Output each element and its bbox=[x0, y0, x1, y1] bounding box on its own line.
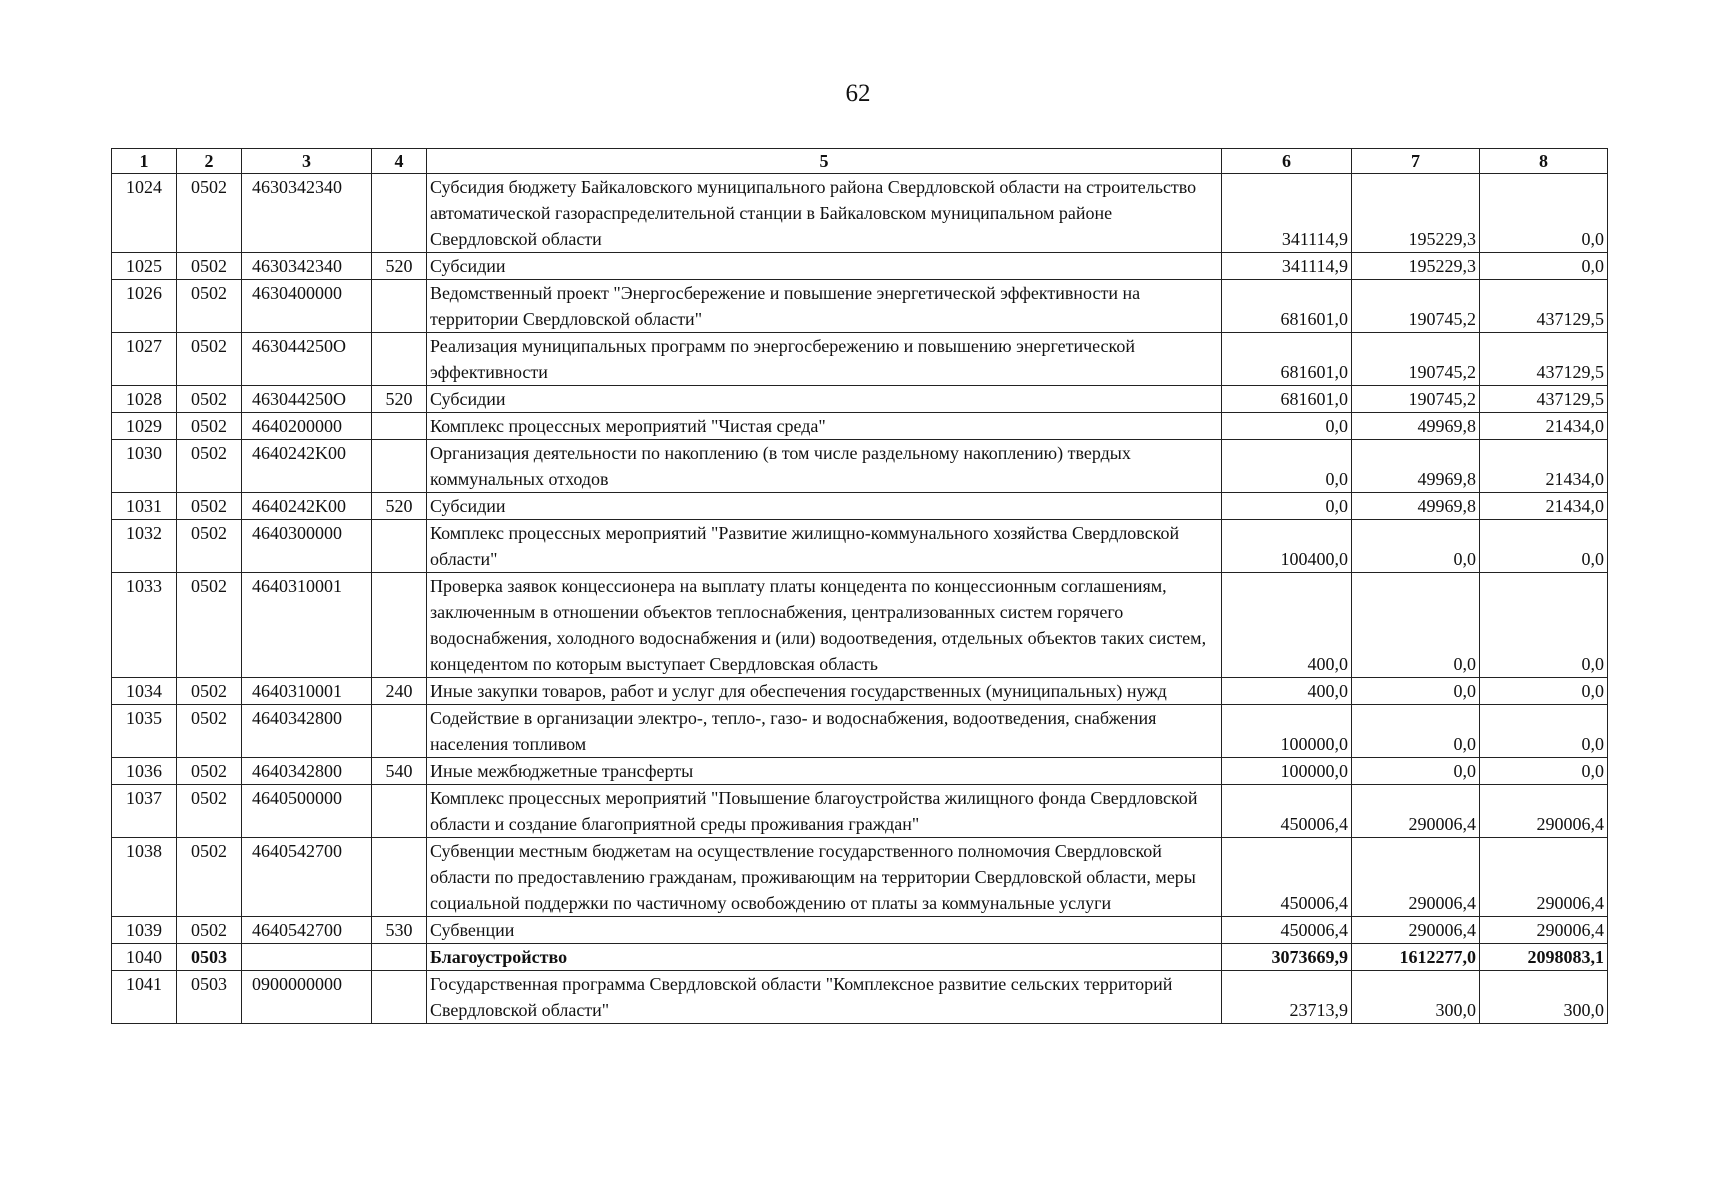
amount-col-8: 290006,4 bbox=[1480, 838, 1608, 917]
target-article-code: 4640342800 bbox=[242, 705, 372, 758]
target-article-code bbox=[242, 944, 372, 971]
header-col-7: 7 bbox=[1352, 149, 1480, 174]
amount-col-8: 0,0 bbox=[1480, 705, 1608, 758]
section-code: 0502 bbox=[177, 838, 242, 917]
amount-col-8: 437129,5 bbox=[1480, 333, 1608, 386]
amount-col-6: 100400,0 bbox=[1222, 520, 1352, 573]
expense-type-code bbox=[372, 280, 427, 333]
expense-type-code bbox=[372, 333, 427, 386]
table-row bbox=[112, 174, 1608, 253]
table-row bbox=[112, 705, 1608, 758]
row-number: 1026 bbox=[112, 280, 177, 333]
amount-col-8: 21434,0 bbox=[1480, 493, 1608, 520]
amount-col-8: 0,0 bbox=[1480, 520, 1608, 573]
row-number: 1025 bbox=[112, 253, 177, 280]
amount-col-8: 21434,0 bbox=[1480, 440, 1608, 493]
amount-col-7: 0,0 bbox=[1352, 573, 1480, 678]
section-code: 0502 bbox=[177, 758, 242, 785]
item-name: Субсидии bbox=[427, 493, 1222, 520]
target-article-code: 4630400000 bbox=[242, 280, 372, 333]
amount-col-6: 3073669,9 bbox=[1222, 944, 1352, 971]
expense-type-code bbox=[372, 944, 427, 971]
item-name: Комплекс процессных мероприятий "Развитие жилищно-коммунального хозяйства Свердловской области" bbox=[427, 520, 1222, 573]
section-code: 0502 bbox=[177, 386, 242, 413]
page-number: 62 bbox=[845, 80, 871, 107]
amount-col-6: 100000,0 bbox=[1222, 705, 1352, 758]
section-code: 0502 bbox=[177, 280, 242, 333]
amount-col-6: 681601,0 bbox=[1222, 280, 1352, 333]
table-row bbox=[112, 280, 1608, 333]
amount-col-8: 437129,5 bbox=[1480, 280, 1608, 333]
section-code: 0502 bbox=[177, 705, 242, 758]
row-number: 1034 bbox=[112, 678, 177, 705]
expense-type-code bbox=[372, 971, 427, 1024]
amount-col-8: 437129,5 bbox=[1480, 386, 1608, 413]
row-number: 1024 bbox=[112, 174, 177, 253]
expense-type-code: 530 bbox=[372, 917, 427, 944]
table-row bbox=[112, 785, 1608, 838]
amount-col-8: 0,0 bbox=[1480, 253, 1608, 280]
header-col-5: 5 bbox=[427, 149, 1222, 174]
table-row bbox=[112, 440, 1608, 493]
amount-col-6: 0,0 bbox=[1222, 493, 1352, 520]
section-code: 0502 bbox=[177, 493, 242, 520]
header-col-8: 8 bbox=[1480, 149, 1608, 174]
amount-col-6: 450006,4 bbox=[1222, 838, 1352, 917]
target-article-code: 4640200000 bbox=[242, 413, 372, 440]
target-article-code: 4640542700 bbox=[242, 917, 372, 944]
expense-type-code bbox=[372, 520, 427, 573]
table-header-row bbox=[112, 149, 1608, 174]
amount-col-6: 100000,0 bbox=[1222, 758, 1352, 785]
amount-col-7: 1612277,0 bbox=[1352, 944, 1480, 971]
row-number: 1031 bbox=[112, 493, 177, 520]
item-name: Иные межбюджетные трансферты bbox=[427, 758, 1222, 785]
target-article-code: 4640500000 bbox=[242, 785, 372, 838]
amount-col-7: 0,0 bbox=[1352, 758, 1480, 785]
row-number: 1030 bbox=[112, 440, 177, 493]
amount-col-8: 0,0 bbox=[1480, 678, 1608, 705]
table-row bbox=[112, 573, 1608, 678]
expense-type-code: 240 bbox=[372, 678, 427, 705]
expense-type-code bbox=[372, 785, 427, 838]
amount-col-7: 300,0 bbox=[1352, 971, 1480, 1024]
expense-type-code: 520 bbox=[372, 493, 427, 520]
table-row bbox=[112, 253, 1608, 280]
expense-type-code bbox=[372, 573, 427, 678]
amount-col-7: 0,0 bbox=[1352, 678, 1480, 705]
target-article-code: 4640342800 bbox=[242, 758, 372, 785]
amount-col-8: 0,0 bbox=[1480, 174, 1608, 253]
header-col-1: 1 bbox=[112, 149, 177, 174]
row-number: 1027 bbox=[112, 333, 177, 386]
amount-col-6: 681601,0 bbox=[1222, 333, 1352, 386]
amount-col-6: 400,0 bbox=[1222, 678, 1352, 705]
amount-col-7: 190745,2 bbox=[1352, 280, 1480, 333]
amount-col-7: 290006,4 bbox=[1352, 785, 1480, 838]
expense-type-code bbox=[372, 440, 427, 493]
row-number: 1037 bbox=[112, 785, 177, 838]
row-number: 1029 bbox=[112, 413, 177, 440]
amount-col-7: 190745,2 bbox=[1352, 386, 1480, 413]
target-article-code: 4640242K00 bbox=[242, 440, 372, 493]
amount-col-6: 450006,4 bbox=[1222, 785, 1352, 838]
item-name: Субвенции местным бюджетам на осуществление государственного полномочия Свердловской области по предоставлению гражданам, проживающим на территории Свердловской области, меры социальной поддержки по частичному освобождению от платы за коммунальные услуги bbox=[427, 838, 1222, 917]
expense-type-code: 520 bbox=[372, 386, 427, 413]
section-code: 0502 bbox=[177, 520, 242, 573]
amount-col-7: 290006,4 bbox=[1352, 917, 1480, 944]
section-code: 0502 bbox=[177, 440, 242, 493]
row-number: 1038 bbox=[112, 838, 177, 917]
expense-type-code bbox=[372, 838, 427, 917]
amount-col-6: 450006,4 bbox=[1222, 917, 1352, 944]
table-row bbox=[112, 493, 1608, 520]
item-name: Субвенции bbox=[427, 917, 1222, 944]
section-code: 0502 bbox=[177, 174, 242, 253]
row-number: 1039 bbox=[112, 917, 177, 944]
amount-col-7: 49969,8 bbox=[1352, 493, 1480, 520]
amount-col-7: 190745,2 bbox=[1352, 333, 1480, 386]
table-row bbox=[112, 333, 1608, 386]
expense-type-code bbox=[372, 413, 427, 440]
target-article-code: 4640242K00 bbox=[242, 493, 372, 520]
amount-col-7: 195229,3 bbox=[1352, 174, 1480, 253]
item-name: Иные закупки товаров, работ и услуг для обеспечения государственных (муниципальных) нужд bbox=[427, 678, 1222, 705]
section-code: 0502 bbox=[177, 678, 242, 705]
section-code: 0503 bbox=[177, 944, 242, 971]
target-article-code: 463044250О bbox=[242, 386, 372, 413]
row-number: 1032 bbox=[112, 520, 177, 573]
section-code: 0502 bbox=[177, 413, 242, 440]
row-number: 1035 bbox=[112, 705, 177, 758]
item-name: Организация деятельности по накоплению (в том числе раздельному накоплению) твердых коммунальных отходов bbox=[427, 440, 1222, 493]
row-number: 1036 bbox=[112, 758, 177, 785]
item-name: Комплекс процессных мероприятий "Чистая среда" bbox=[427, 413, 1222, 440]
section-code: 0502 bbox=[177, 333, 242, 386]
item-name: Субсидии bbox=[427, 386, 1222, 413]
target-article-code: 4640310001 bbox=[242, 678, 372, 705]
item-name: Субсидия бюджету Байкаловского муниципального района Свердловской области на строительство автоматической газораспределительной станции в Байкаловском муниципальном районе Свердловской области bbox=[427, 174, 1222, 253]
expense-type-code bbox=[372, 705, 427, 758]
section-code: 0502 bbox=[177, 573, 242, 678]
target-article-code: 4630342340 bbox=[242, 174, 372, 253]
section-code: 0503 bbox=[177, 971, 242, 1024]
target-article-code: 4640310001 bbox=[242, 573, 372, 678]
amount-col-6: 0,0 bbox=[1222, 440, 1352, 493]
amount-col-8: 2098083,1 bbox=[1480, 944, 1608, 971]
amount-col-8: 290006,4 bbox=[1480, 917, 1608, 944]
amount-col-8: 300,0 bbox=[1480, 971, 1608, 1024]
amount-col-6: 341114,9 bbox=[1222, 253, 1352, 280]
amount-col-7: 195229,3 bbox=[1352, 253, 1480, 280]
table-row bbox=[112, 386, 1608, 413]
amount-col-6: 400,0 bbox=[1222, 573, 1352, 678]
item-name: Ведомственный проект "Энергосбережение и повышение энергетической эффективности на территории Свердловской области" bbox=[427, 280, 1222, 333]
section-code: 0502 bbox=[177, 917, 242, 944]
table-row bbox=[112, 917, 1608, 944]
table-row bbox=[112, 971, 1608, 1024]
header-col-6: 6 bbox=[1222, 149, 1352, 174]
row-number: 1028 bbox=[112, 386, 177, 413]
item-name: Комплекс процессных мероприятий "Повышение благоустройства жилищного фонда Свердловской области и создание благоприятной среды проживания граждан" bbox=[427, 785, 1222, 838]
expense-type-code: 520 bbox=[372, 253, 427, 280]
header-col-4: 4 bbox=[372, 149, 427, 174]
amount-col-6: 681601,0 bbox=[1222, 386, 1352, 413]
amount-col-7: 290006,4 bbox=[1352, 838, 1480, 917]
amount-col-6: 341114,9 bbox=[1222, 174, 1352, 253]
target-article-code: 4640542700 bbox=[242, 838, 372, 917]
expense-type-code bbox=[372, 174, 427, 253]
target-article-code: 4640300000 bbox=[242, 520, 372, 573]
amount-col-8: 290006,4 bbox=[1480, 785, 1608, 838]
amount-col-8: 21434,0 bbox=[1480, 413, 1608, 440]
expense-type-code: 540 bbox=[372, 758, 427, 785]
amount-col-7: 0,0 bbox=[1352, 705, 1480, 758]
target-article-code: 463044250О bbox=[242, 333, 372, 386]
item-name: Реализация муниципальных программ по энергосбережению и повышению энергетической эффективности bbox=[427, 333, 1222, 386]
row-number: 1033 bbox=[112, 573, 177, 678]
amount-col-7: 0,0 bbox=[1352, 520, 1480, 573]
budget-table bbox=[111, 148, 1608, 1024]
item-name: Субсидии bbox=[427, 253, 1222, 280]
table-body bbox=[112, 174, 1608, 1024]
header-col-3: 3 bbox=[242, 149, 372, 174]
amount-col-8: 0,0 bbox=[1480, 573, 1608, 678]
amount-col-6: 0,0 bbox=[1222, 413, 1352, 440]
table-row bbox=[112, 413, 1608, 440]
table-row bbox=[112, 944, 1608, 971]
table-row bbox=[112, 758, 1608, 785]
item-name: Содействие в организации электро-, тепло-, газо- и водоснабжения, водоотведения, снабжения населения топливом bbox=[427, 705, 1222, 758]
section-code: 0502 bbox=[177, 785, 242, 838]
table-row bbox=[112, 838, 1608, 917]
item-name: Государственная программа Свердловской области "Комплексное развитие сельских территорий Свердловской области" bbox=[427, 971, 1222, 1024]
amount-col-6: 23713,9 bbox=[1222, 971, 1352, 1024]
row-number: 1041 bbox=[112, 971, 177, 1024]
section-code: 0502 bbox=[177, 253, 242, 280]
table-row bbox=[112, 520, 1608, 573]
item-name: Проверка заявок концессионера на выплату платы концедента по концессионным соглашениям, заключенным в отношении объектов теплоснабжения, централизованных систем горячего водоснабжения, холодного водоснабжения и (или) водоотведения, отдельных объектов таких систем, концедентом по которым выступает Свердловская область bbox=[427, 573, 1222, 678]
header-col-2: 2 bbox=[177, 149, 242, 174]
target-article-code: 4630342340 bbox=[242, 253, 372, 280]
amount-col-8: 0,0 bbox=[1480, 758, 1608, 785]
amount-col-7: 49969,8 bbox=[1352, 440, 1480, 493]
target-article-code: 0900000000 bbox=[242, 971, 372, 1024]
amount-col-7: 49969,8 bbox=[1352, 413, 1480, 440]
table-row bbox=[112, 678, 1608, 705]
row-number: 1040 bbox=[112, 944, 177, 971]
item-name: Благоустройство bbox=[427, 944, 1222, 971]
